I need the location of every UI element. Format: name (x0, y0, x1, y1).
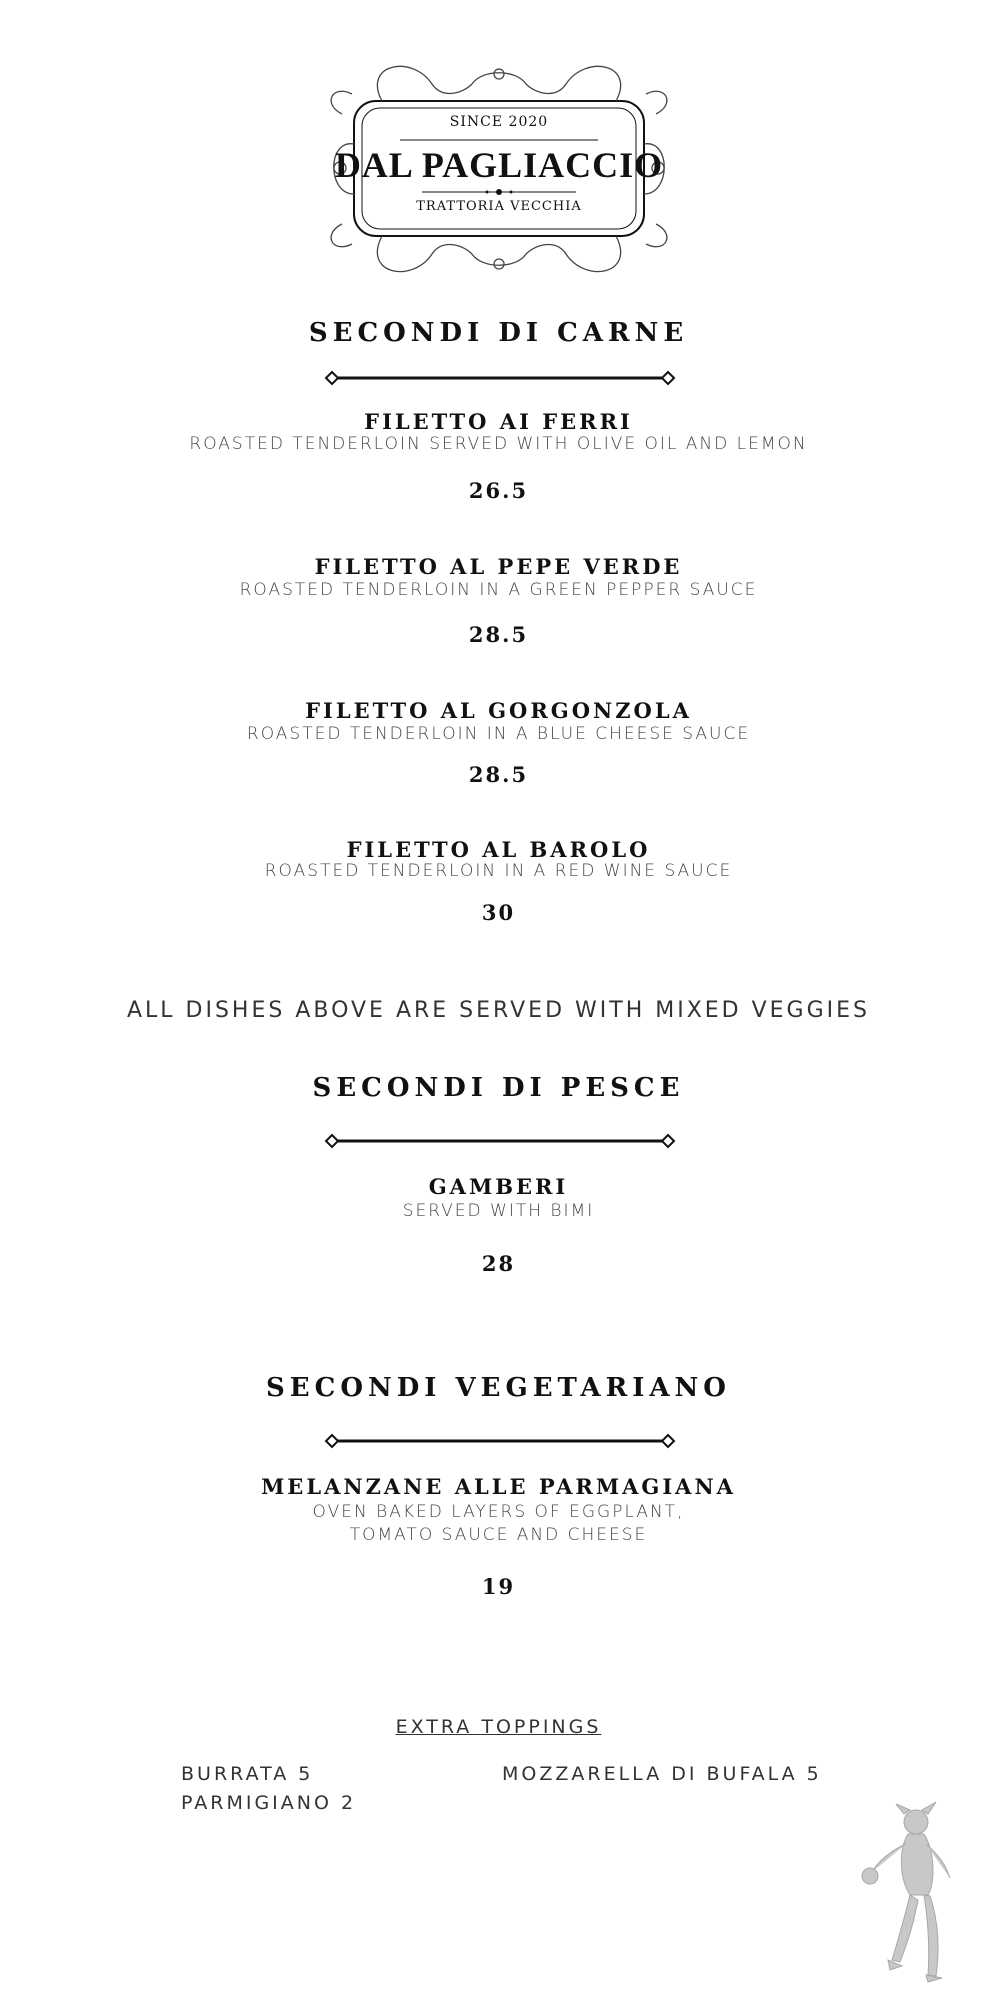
menu-item-name: FILETTO AL PEPE VERDE (314, 554, 683, 579)
menu-item-price: 28.5 (468, 762, 529, 787)
menu-item-name: MELANZANE ALLE PARMAGIANA (261, 1474, 736, 1499)
menu-item-description: ROASTED TENDERLOIN IN A RED WINE SAUCE (264, 861, 733, 881)
extra-topping-item: PARMIGIANO 2 (181, 1792, 357, 1814)
menu-item-description-line1: OVEN BAKED LAYERS OF EGGPLANT, (312, 1502, 685, 1522)
section-title-carne: SECONDI DI CARNE (308, 318, 689, 348)
side-dish-note: ALL DISHES ABOVE ARE SERVED WITH MIXED VEGGIES (126, 998, 871, 1023)
section-title-pesce: SECONDI DI PESCE (312, 1073, 685, 1103)
menu-item-name: FILETTO AI FERRI (364, 409, 633, 434)
logo-since: SINCE 2020 (449, 114, 549, 130)
menu-item-name: GAMBERI (428, 1174, 569, 1199)
menu-item-price: 28 (481, 1251, 516, 1276)
jester-figure-illustration (858, 1800, 968, 1985)
section-divider (324, 370, 676, 386)
menu-item-price: 28.5 (468, 622, 529, 647)
menu-item-name: FILETTO AL BAROLO (346, 837, 651, 862)
logo-subtitle: TRATTORIA VECCHIA (416, 199, 582, 214)
restaurant-logo (322, 44, 676, 292)
section-title-vegetariano: SECONDI VEGETARIANO (266, 1373, 731, 1403)
section-divider (324, 1133, 676, 1149)
menu-item-name: FILETTO AL GORGONZOLA (305, 698, 692, 723)
menu-item-description: ROASTED TENDERLOIN SERVED WITH OLIVE OIL AND LEMON (189, 434, 808, 454)
menu-item-description: SERVED WITH BIMI (402, 1201, 595, 1221)
menu-item-description: ROASTED TENDERLOIN IN A BLUE CHEESE SAUCE (246, 724, 751, 744)
logo-restaurant-name: DAL PAGLIACCIO (334, 145, 664, 185)
section-divider (324, 1433, 676, 1449)
menu-item-price: 26.5 (468, 478, 529, 503)
menu-item-price: 19 (481, 1574, 516, 1599)
extra-topping-item: BURRATA 5 (181, 1763, 314, 1785)
menu-item-description-line2: TOMATO SAUCE AND CHEESE (349, 1525, 648, 1545)
menu-item-price: 30 (481, 900, 516, 925)
menu-item-description: ROASTED TENDERLOIN IN A GREEN PEPPER SAUCE (239, 580, 758, 600)
extras-title: EXTRA TOPPINGS (395, 1716, 602, 1738)
extra-topping-item: MOZZARELLA DI BUFALA 5 (502, 1763, 822, 1785)
